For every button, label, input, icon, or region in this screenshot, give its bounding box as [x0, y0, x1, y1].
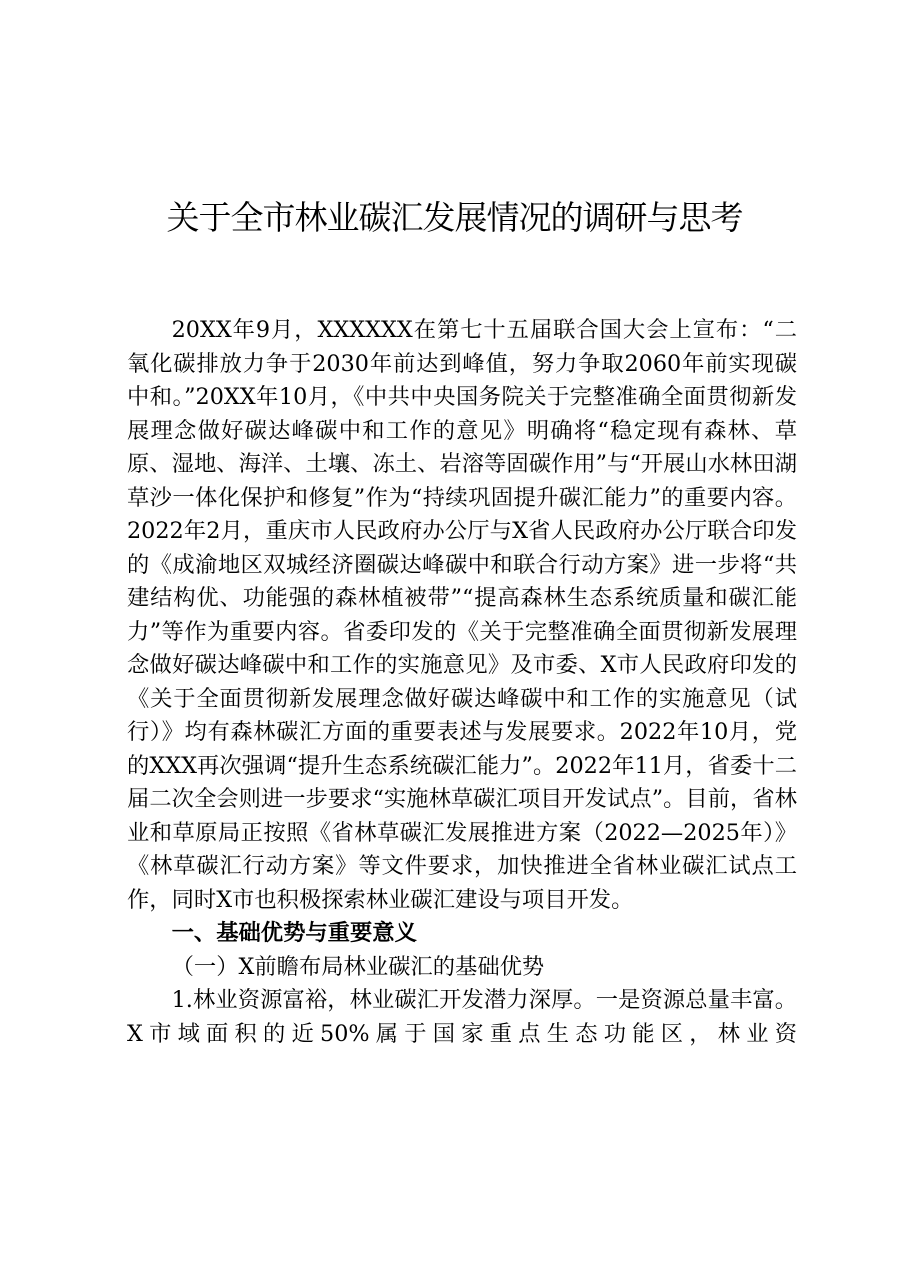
document-title: 关于全市林业碳汇发展情况的调研与思考: [166, 198, 743, 237]
paragraph-resources: 1.林业资源富裕，林业碳汇开发潜力深厚。一是资源总量丰富。X市域面积的近50%属于国家重点生态功能区，林业资: [127, 987, 797, 1047]
subsection-heading: （一）X前瞻布局林业碳汇的基础优势: [171, 953, 545, 980]
paragraph-intro: 20XX年9月，XXXXXX在第七十五届联合国大会上宣布：“二氧化碳排放力争于2030年前达到峰值，努力争取2060年前实现碳中和。”20XX年10月，《中共中央国务院关于完整准确全面贯彻新发展理念做好碳达峰碳中和工作的意见》明确将“稳定现有森林、草原、湿地、海洋、土壤、冻土、岩溶等固碳作用”与“开展山水林田湖草沙一体化保护和修复”作为“持续巩固提升碳汇能力”的重要内容。2022年2月，重庆市人民政府办公厅与X省人民政府办公厅联合印发的《成渝地区双城经济圈碳达峰碳中和联合行动方案》进一步将“共建结构优、功能强的森林植被带”“提高森林生态系统质量和碳汇能力”等作为重要内容。省委印发的《关于完整准确全面贯彻新发展理念做好碳达峰碳中和工作的实施意见》及市委、X市人民政府印发的《关于全面贯彻新发展理念做好碳达峰碳中和工作的实施意见（试行）》均有森林碳汇方面的重要表述与发展要求。2022年10月，党的XXX再次强调“提升生态系统碳汇能力”。2022年11月，省委十二届二次全会则进一步要求“实施林草碳汇项目开发试点”。目前，省林业和草原局正按照《省林草碳汇发展推进方案（2022—2025年）》《林草碳汇行动方案》等文件要求，加快推进全省林业碳汇试点工作，同时X市也积极探索林业碳汇建设与项目开发。: [127, 317, 797, 913]
section-heading: 一、基础优势与重要意义: [171, 920, 417, 946]
document-body: [127, 314, 797, 1051]
